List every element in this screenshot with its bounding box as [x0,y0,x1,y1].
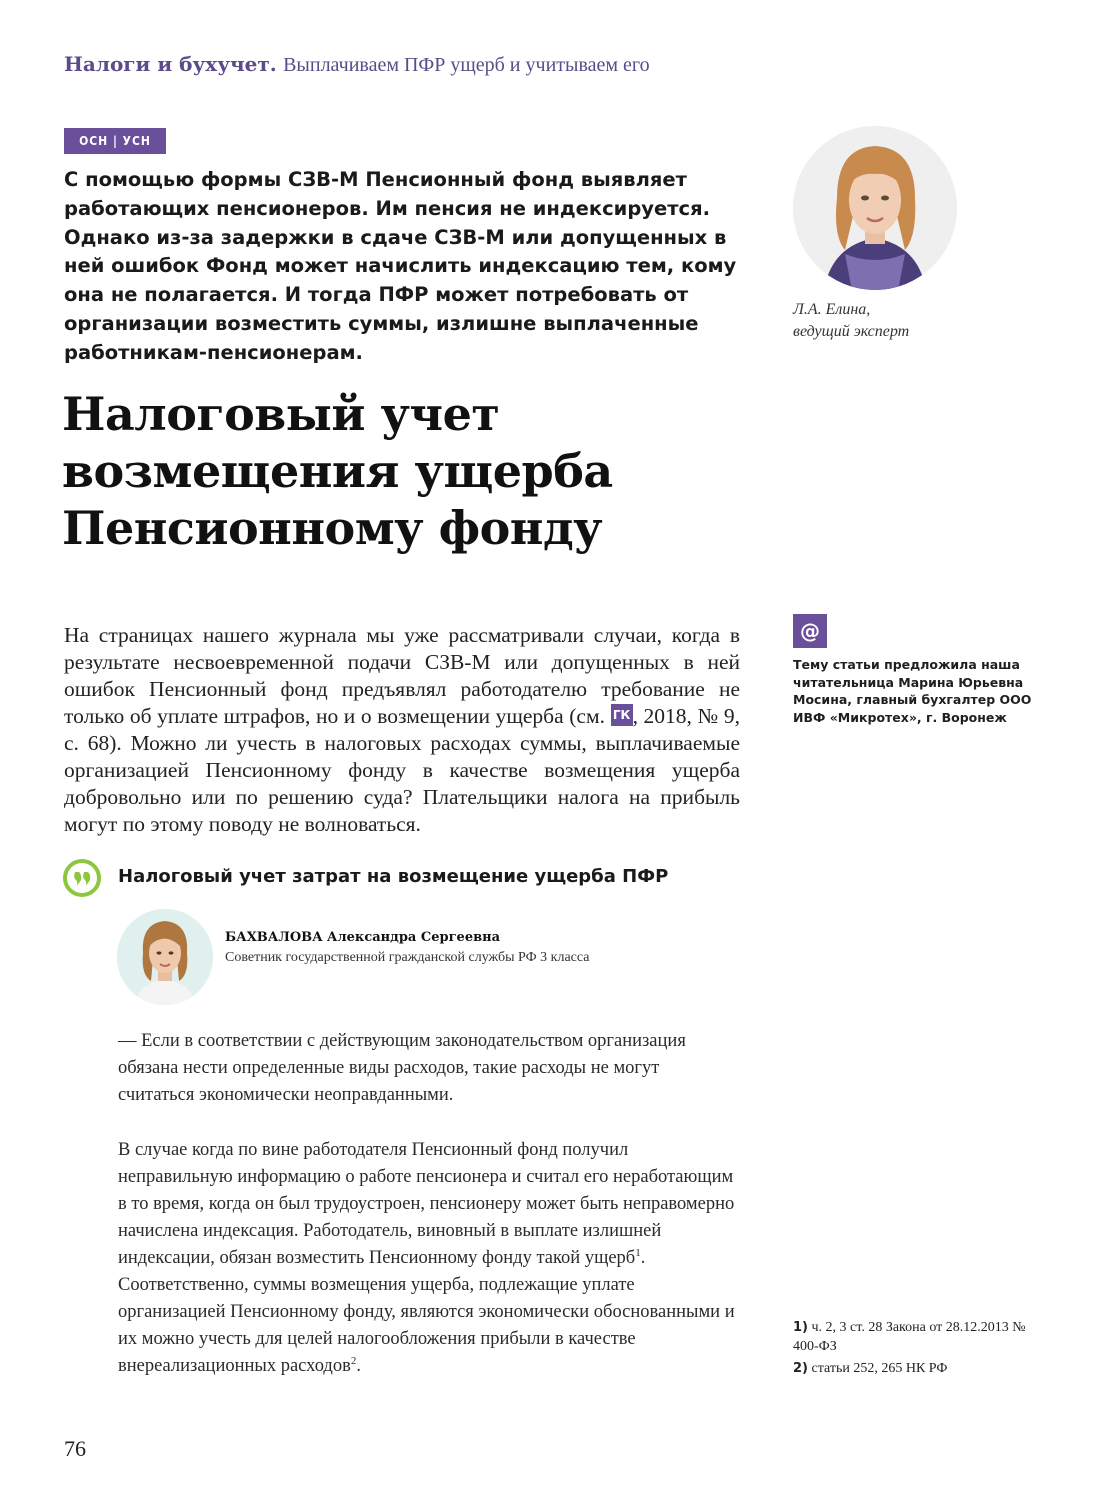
intro-part-1: На страницах нашего журнала мы уже рассматривали случаи, когда в результате несвоевременной подачи СЗВ-М или допущенных в ней ошибок Пенсионный фонд предъявлял работодателю требование не только об уплате штрафов, но и о возмещении ущерба (см. [64,623,740,728]
footnote-2-text: статьи 252, 265 НК РФ [811,1361,948,1376]
footnote-ref-2[interactable]: 2 [350,1354,357,1367]
intro-part-2: , 2018, № 9, с. 68). Можно ли учесть в налоговых расходах суммы, выплачиваемые организацией Пенсионному фонду в качестве возмещения ущерба добровольно или по решению суда? Плательщики налога на прибыль могут по этому поводу не волноваться. [64,704,740,836]
author-avatar [793,126,957,290]
footnote-1 [793,1318,1053,1356]
header-subtitle: Выплачиваем ПФР ущерб и учитываем его [283,54,650,76]
author-role: ведущий эксперт [793,323,910,340]
footnote-ref-1[interactable]: 1 [635,1246,641,1259]
quote-p2-part-b: . Соответственно, суммы возмещения ущерба, подлежащие уплате организацией Пенсионному фонду, являются экономически обоснованными и их можно учесть для целей налогообложения прибыли в качестве внереализационных расходов [118,1248,735,1376]
quote-paragraph-1: — Если в соответствии с действующим законодательством организация обязана нести определенные виды расходов, такие расходы не могут считаться экономически неоправданными. [118,1031,686,1105]
footnote-2 [793,1359,1053,1378]
intro-paragraph [64,622,740,838]
running-header [64,52,650,77]
article-title: Налоговый учет возмещения ущерба Пенсионному фонду [62,387,613,555]
author-caption [793,299,909,343]
expert-name [225,930,500,945]
footnote-1-text: ч. 2, 3 ст. 28 Закона от 28.12.2013 № 400-ФЗ [793,1320,1026,1354]
expert-portrait-illustration [117,909,213,1005]
gk-journal-icon[interactable] [611,704,633,726]
lead-paragraph: С помощью формы СЗВ-М Пенсионный фонд выявляет работающих пенсионеров. Им пенсия не индексируется. Однако из-за задержки в сдаче СЗВ-М или допущенных в ней ошибок Фонд может начислить индексацию тем, кому она не полагается. И тогда ПФР может потребовать от организации возместить суммы, излишне выплаченные работникам-пенсионерам. [64,168,737,364]
quote-p2-part-c: . [356,1356,361,1376]
expert-avatar [117,909,213,1005]
author-portrait-illustration [793,126,957,290]
footnote-2-number: 2) [793,1361,808,1376]
reader-suggestion-note: Тему статьи предложила наша читательница Марина Юрьевна Мосина, главный бухгалтер ООО ИВФ «Микротех», г. Воронеж [793,657,1032,725]
quote-paragraph-2 [118,1137,738,1380]
footnotes [793,1318,1053,1381]
expert-role: Советник государственной гражданской службы РФ 3 класса [225,950,590,965]
author-name: Л.А. Елина, [793,301,871,318]
tax-regime-badge: ОСН | УСН [64,128,166,154]
expert-given-name: Александра Сергеевна [326,930,501,945]
email-at-icon: @ [793,614,827,648]
header-section: Налоги и бухучет. [64,52,277,76]
footnote-1-number: 1) [793,1320,808,1335]
expert-surname: БАХВАЛОВА [225,930,323,945]
quote-marks-icon [62,858,102,898]
page-number: 76 [64,1436,86,1461]
quote-heading: Налоговый учет затрат на возмещение ущерба ПФР [118,866,669,887]
quote-p2-part-a: В случае когда по вине работодателя Пенсионный фонд получил неправильную информацию о работе пенсионера и считал его неработающим в то время, когда он был трудоустроен, пенсионеру может быть неправомерно начислена индексация. Работодатель, виновный в выплате излишней индексации, обязан возместить Пенсионному фонду такой ущерб [118,1140,735,1268]
gk-journal-label: ГК [612,708,631,722]
